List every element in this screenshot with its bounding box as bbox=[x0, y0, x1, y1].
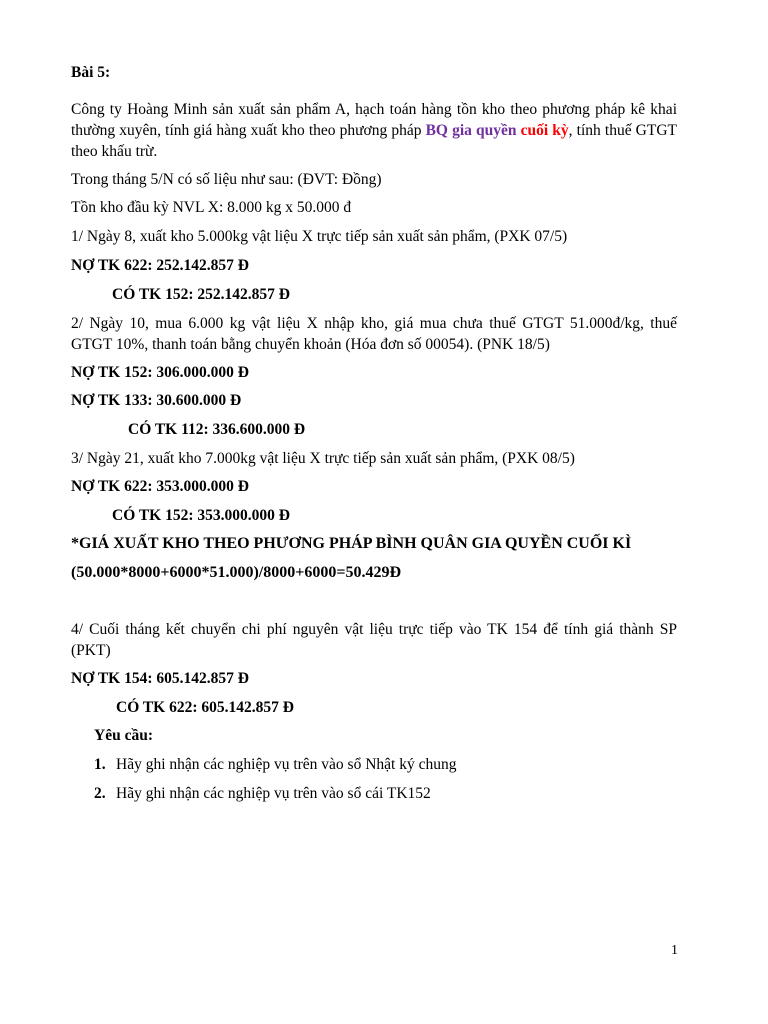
intro-text-2: , tính thuế GTGT theo khấu trừ. bbox=[71, 122, 678, 160]
operation-4-credit: CÓ TK 622: 605.142.857 Đ bbox=[116, 699, 294, 716]
operation-1-credit: CÓ TK 152: 252.142.857 Đ bbox=[112, 286, 290, 303]
requirements-title: Yêu cầu: bbox=[94, 727, 153, 744]
operation-1: 1/ Ngày 8, xuất kho 5.000kg vật liệu X trực tiếp sản xuất sản phẩm, (PXK 07/5) bbox=[71, 228, 568, 245]
operation-2: 2/ Ngày 10, mua 6.000 kg vật liệu X nhập kho, giá mua chưa thuế GTGT 51.000đ/kg, thuế GTGT 10%, thanh toán bằng chuyển khoản (Hóa đơn số 00054). (PNK 18/5) bbox=[71, 315, 677, 353]
requirement-number: 2. bbox=[94, 785, 106, 802]
price-method-heading: *GIÁ XUẤT KHO THEO PHƯƠNG PHÁP BÌNH QUÂN GIA QUYỀN CUỐI KÌ bbox=[71, 535, 632, 552]
operation-4: 4/ Cuối tháng kết chuyển chi phí nguyên vật liệu trực tiếp vào TK 154 để tính giá thành SP (PKT) bbox=[71, 621, 677, 659]
intro-highlight-purple: BQ gia quyền bbox=[425, 122, 517, 139]
intro-highlight-red: cuối kỳ bbox=[520, 122, 569, 139]
intro-text-1: Công ty Hoàng Minh sản xuất sản phẩm A, hạch toán hàng tồn kho theo phương pháp kê khai thường xuyên, tính giá hàng xuất kho theo phương pháp bbox=[71, 101, 677, 139]
operation-3-credit: CÓ TK 152: 353.000.000 Đ bbox=[112, 507, 290, 524]
requirement-number: 1. bbox=[94, 756, 106, 773]
operation-2-debit-1: NỢ TK 152: 306.000.000 Đ bbox=[71, 364, 249, 381]
operation-3: 3/ Ngày 21, xuất kho 7.000kg vật liệu X trực tiếp sản xuất sản phẩm, (PXK 08/5) bbox=[71, 450, 575, 467]
exercise-title: Bài 5: bbox=[71, 64, 111, 81]
operation-2-credit: CÓ TK 112: 336.600.000 Đ bbox=[128, 421, 306, 438]
requirement-item-2 bbox=[94, 785, 431, 803]
requirement-text: Hãy ghi nhận các nghiệp vụ trên vào sổ cái TK152 bbox=[116, 785, 431, 802]
price-formula: (50.000*8000+6000*51.000)/8000+6000=50.429Đ bbox=[71, 564, 402, 581]
intro-paragraph bbox=[71, 99, 677, 162]
month-line: Trong tháng 5/N có số liệu như sau: (ĐVT: Đồng) bbox=[71, 171, 382, 188]
page-number: 1 bbox=[671, 943, 678, 958]
operation-1-debit: NỢ TK 622: 252.142.857 Đ bbox=[71, 257, 249, 274]
operation-3-debit: NỢ TK 622: 353.000.000 Đ bbox=[71, 478, 249, 495]
requirement-text: Hãy ghi nhận các nghiệp vụ trên vào sổ Nhật ký chung bbox=[116, 756, 457, 773]
requirement-item-1 bbox=[94, 756, 456, 774]
operation-2-debit-2: NỢ TK 133: 30.600.000 Đ bbox=[71, 392, 242, 409]
opening-stock-line: Tồn kho đầu kỳ NVL X: 8.000 kg x 50.000 đ bbox=[71, 199, 352, 216]
operation-4-debit: NỢ TK 154: 605.142.857 Đ bbox=[71, 670, 249, 687]
